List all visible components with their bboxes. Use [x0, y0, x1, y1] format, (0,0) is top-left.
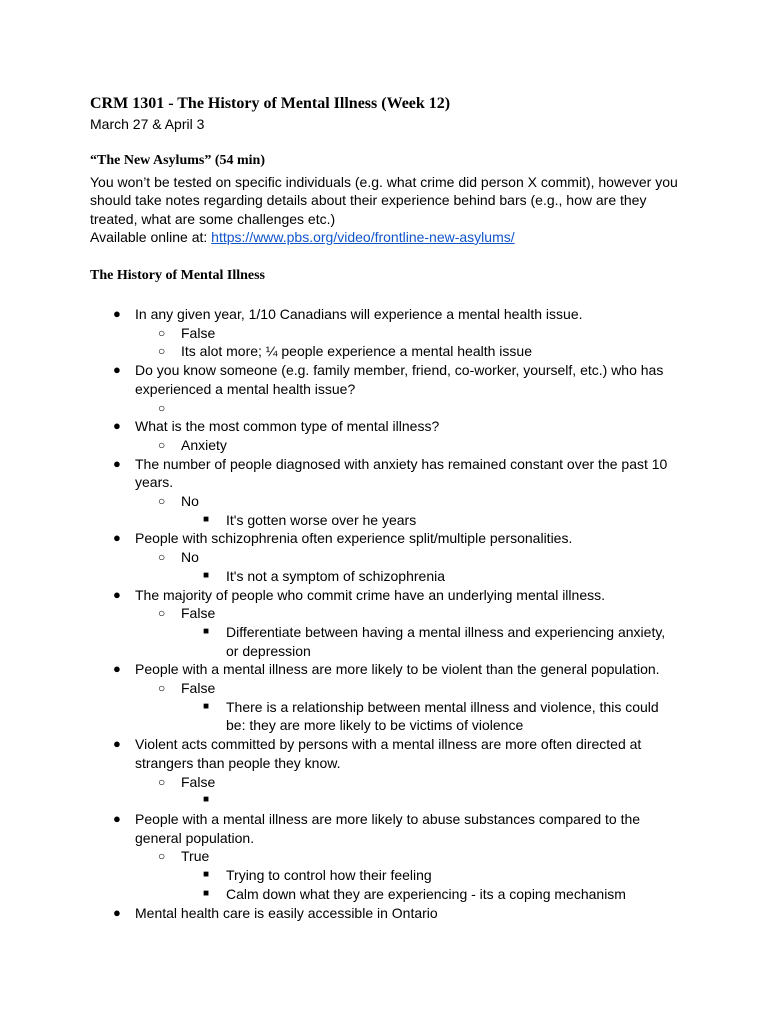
- note-text: Anxiety: [181, 436, 227, 453]
- document-title: CRM 1301 - The History of Mental Illness (Week 12): [90, 95, 451, 112]
- note-text: Differentiate between having a mental illness and experiencing anxiety, or depression: [226, 623, 666, 659]
- note-text: In any given year, 1/10 Canadians will experience a mental health issue.: [135, 306, 583, 322]
- hollow-bullet-icon: ○: [158, 774, 166, 789]
- note-text: It's gotten worse over he years: [226, 511, 417, 528]
- filled-bullet-icon: ●: [113, 736, 121, 752]
- note-item-level-3: [0, 698, 768, 735]
- note-text: It's not a symptom of schizophrenia: [226, 567, 445, 584]
- note-text: No: [181, 493, 199, 510]
- note-item-level-3: [0, 623, 768, 660]
- video-link[interactable]: https://www.pbs.org/video/frontline-new-asylums/: [211, 228, 515, 245]
- note-text: Mental health care is easily accessible in Ontario: [135, 904, 438, 921]
- note-item-level-2: [0, 324, 768, 343]
- note-item-level-1: [0, 417, 768, 436]
- video-title: “The New Asylums” (54 min): [90, 153, 266, 168]
- note-text: Its alot more; ¼ people experience a mental health issue: [181, 343, 532, 360]
- hollow-bullet-icon: ○: [158, 344, 166, 359]
- filled-bullet-icon: ●: [113, 362, 121, 378]
- note-item-level-3: [0, 511, 768, 530]
- note-item-level-2: [0, 436, 768, 455]
- note-text: False: [181, 324, 216, 341]
- square-bullet-icon: ■: [203, 569, 210, 581]
- hollow-bullet-icon: ○: [158, 494, 166, 509]
- note-text: Trying to control how their feeling: [226, 867, 432, 884]
- note-text: True: [181, 848, 210, 865]
- hollow-bullet-icon: ○: [158, 550, 166, 565]
- note-item-level-3: [0, 866, 768, 885]
- note-item-level-1: [0, 455, 768, 492]
- note-item-level-3: [0, 567, 768, 586]
- note-item-level-1: [0, 361, 768, 398]
- filled-bullet-icon: ●: [113, 586, 121, 602]
- note-item-level-3: [0, 885, 768, 904]
- note-item-level-3: [0, 791, 768, 810]
- note-item-level-1: [0, 529, 768, 548]
- note-item-level-2: [0, 342, 768, 361]
- square-bullet-icon: ■: [203, 625, 210, 637]
- note-text: [181, 399, 681, 418]
- filled-bullet-icon: ●: [113, 306, 121, 321]
- notes-list: [0, 305, 768, 922]
- section-heading: The History of Mental Illness: [90, 268, 265, 283]
- square-bullet-icon: ■: [203, 513, 210, 525]
- square-bullet-icon: ■: [203, 700, 210, 712]
- document-dates: March 27 & April 3: [90, 116, 205, 132]
- note-text: There is a relationship between mental illness and violence, this could be: they are more likely to be victims of violence: [226, 698, 659, 734]
- intro-block: [90, 173, 690, 246]
- note-text: False: [181, 605, 216, 622]
- note-item-level-2: [0, 604, 768, 623]
- note-item-level-1: [0, 904, 768, 923]
- note-item-level-2: [0, 679, 768, 698]
- filled-bullet-icon: ●: [113, 810, 121, 826]
- note-item-level-1: [0, 586, 768, 605]
- note-item-level-1: [0, 660, 768, 679]
- note-item-level-1: [0, 305, 768, 324]
- note-item-level-2: [0, 548, 768, 567]
- filled-bullet-icon: ●: [113, 418, 121, 434]
- filled-bullet-icon: ●: [113, 661, 121, 677]
- available-line: [90, 228, 690, 246]
- note-text: Calm down what they are experiencing - its a coping mechanism: [226, 885, 626, 902]
- note-text: Violent acts committed by persons with a mental illness are more often directed at strangers than people they know.: [135, 736, 642, 771]
- note-text: Do you know someone (e.g. family member, friend, co-worker, yourself, etc.) who has experienced a mental health issue?: [135, 362, 664, 397]
- hollow-bullet-icon: ○: [158, 325, 166, 340]
- note-text: False: [181, 680, 216, 697]
- note-text: People with a mental illness are more likely to be violent than the general population.: [135, 661, 660, 678]
- note-text: The majority of people who commit crime have an underlying mental illness.: [135, 586, 605, 603]
- filled-bullet-icon: ●: [113, 455, 121, 471]
- filled-bullet-icon: ●: [113, 904, 121, 920]
- note-item-level-2: [0, 492, 768, 511]
- hollow-bullet-icon: ○: [158, 400, 166, 415]
- hollow-bullet-icon: ○: [158, 437, 166, 452]
- note-item-level-1: [0, 735, 768, 772]
- note-item-level-2: [0, 847, 768, 866]
- hollow-bullet-icon: ○: [158, 606, 166, 621]
- note-text: What is the most common type of mental illness?: [135, 418, 440, 435]
- intro-text: You won’t be tested on specific individuals (e.g. what crime did person X commit), however you should take notes regarding details about their experience behind bars (e.g., how are they treated, what are some challenges etc.): [90, 174, 678, 227]
- available-label: Available online at:: [90, 228, 212, 245]
- note-text: People with a mental illness are more likely to abuse substances compared to the general population.: [135, 810, 641, 846]
- filled-bullet-icon: ●: [113, 530, 121, 546]
- note-text: People with schizophrenia often experience split/multiple personalities.: [135, 530, 573, 547]
- hollow-bullet-icon: ○: [158, 681, 166, 696]
- note-text: The number of people diagnosed with anxiety has remained constant over the past 10 years.: [135, 455, 668, 491]
- hollow-bullet-icon: ○: [158, 849, 166, 864]
- square-bullet-icon: ■: [203, 869, 210, 881]
- square-bullet-icon: ■: [203, 887, 210, 899]
- note-text: [226, 791, 681, 810]
- note-item-level-2: [0, 773, 768, 792]
- note-item-level-1: [0, 810, 768, 847]
- note-item-level-2: [0, 399, 768, 418]
- note-text: False: [181, 773, 216, 790]
- note-text: No: [181, 549, 199, 566]
- square-bullet-icon: ■: [203, 794, 210, 806]
